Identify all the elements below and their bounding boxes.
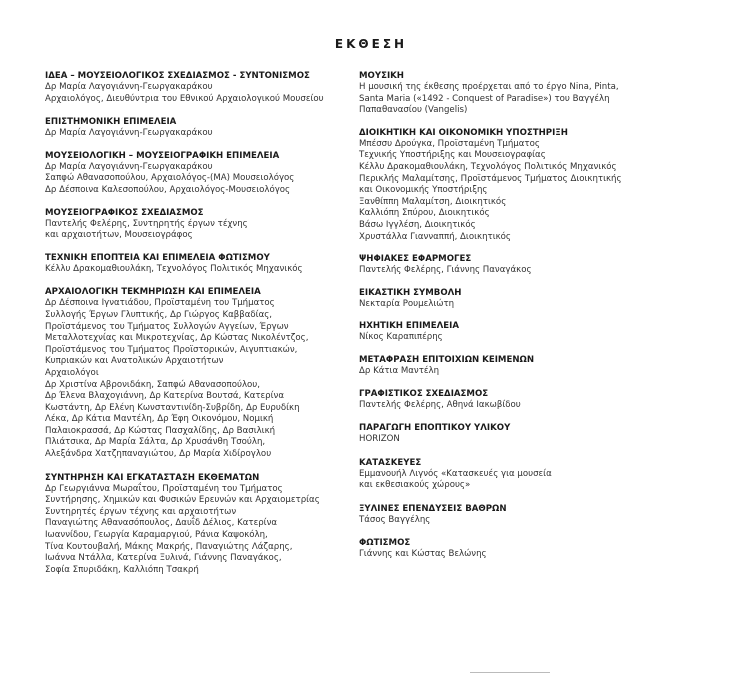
credit-line: Λέκα, Δρ Κάτια Μαντέλη, Δρ Έφη Οικονόμου, Νομική — [45, 414, 274, 425]
credit-line: Ιωαννίδου, Γεωργία Καραμαργιού, Ράνια Καψοκόλη, — [45, 530, 268, 541]
section-heading: ΠΑΡΑΓΩΓΗ ΕΠΟΠΤΙΚΟΥ ΥΛΙΚΟΥ — [359, 423, 511, 434]
credit-line: και εκθεσιακούς χώρους» — [359, 480, 471, 491]
credit-line: Αρχαιολόγος, Διευθύντρια του Εθνικού Αρχαιολογικού Μουσείου — [45, 93, 324, 104]
credit-line: Νίκος Καραπιπέρης — [359, 332, 443, 343]
section-heading: ΕΠΙΣΤΗΜΟΝΙΚΗ ΕΠΙΜΕΛΕΙΑ — [45, 117, 177, 128]
credit-line: Συντηρητές έργων τέχνης και αρχαιοτήτων — [45, 506, 237, 517]
credit-line: Αρχαιολόγοι — [45, 367, 99, 378]
credit-line: Μεταλλοτεχνίας και Μικροτεχνίας, Δρ Κώστας Νικολέντζος, — [45, 333, 309, 344]
credit-line: Δρ Γεωργιάννα Μωραΐτου, Προϊσταμένη του Τμήματος — [45, 483, 283, 494]
credit-line: Συλλογής Έργων Γλυπτικής, Δρ Γιώργος Καββαδίας, — [45, 309, 273, 320]
credit-section — [45, 286, 350, 460]
credit-section — [359, 127, 729, 243]
credit-section — [45, 207, 350, 242]
section-heading: ΜΟΥΣΕΙΟΓΡΑΦΙΚΟΣ ΣΧΕΔΙΑΣΜΟΣ — [45, 207, 204, 218]
credit-section — [359, 70, 729, 117]
section-heading: ΙΔΕΑ – ΜΟΥΣΕΙΟΛΟΓΙΚΟΣ ΣΧΕΔΙΑΣΜΟΣ - ΣΥΝΤΟΝΙΣΜΟΣ — [45, 71, 310, 81]
credit-line: Βάσω Ιγγλέση, Διοικητικός — [359, 219, 476, 230]
credit-line: Συντήρησης, Χημικών και Φυσικών Ερευνών και Αρχαιομετρίας — [45, 495, 320, 506]
credit-line: Χρυστάλλα Γιανναππή, Διοικητικός — [359, 231, 511, 242]
credit-line: Η μουσική της έκθεσης προέρχεται από το έργο Nina, Pinta, — [359, 82, 619, 92]
credit-line: HORIZON — [359, 434, 400, 445]
credit-line: Πλιάτσικα, Δρ Μαρία Σάλτα, Δρ Χρυσάνθη Τσούλη, — [45, 437, 266, 448]
credit-section — [359, 503, 729, 527]
credit-line: Προϊστάμενος του Τμήματος Προϊστορικών, Αιγυπτιακών, — [45, 344, 298, 355]
credit-line: Κυπριακών και Ανατολικών Αρχαιοτήτων — [45, 356, 224, 367]
credit-section — [359, 422, 729, 446]
credit-section — [45, 116, 350, 140]
credit-line: Κέλλυ Δρακομαθιουλάκη, Τεχνολόγος Πολιτικός Μηχανικός — [45, 263, 303, 274]
credit-line: Δρ Δέσποινα Καλεσοπούλου, Αρχαιολόγος-Μουσειολόγος — [45, 184, 291, 195]
credit-line: Προϊστάμενος του Τμήματος Συλλογών Αγγείων, Έργων — [45, 321, 289, 332]
credit-line: Δρ Χριστίνα Αβρονιδάκη, Σαπφώ Αθανασοπούλου, — [45, 379, 261, 390]
credit-line: Δρ Έλενα Βλαχογιάννη, Δρ Κατερίνα Βουτσά, Κατερίνα — [45, 391, 285, 402]
credit-line: Δρ Μαρία Λαγογιάννη-Γεωργακαράκου — [45, 128, 213, 139]
section-heading: ΚΑΤΑΣΚΕΥΕΣ — [359, 457, 422, 468]
credit-line: Μπέσσυ Δρούγκα, Προϊσταμένη Τμήματος — [359, 138, 540, 149]
credit-section — [359, 253, 729, 277]
credit-line: Κέλλυ Δρακομαθιουλάκη, Τεχνολόγος Πολιτικός Μηχανικός — [359, 161, 617, 172]
credit-line: Santa Maria («1492 - Conquest of Paradise») του Βαγγέλη — [359, 93, 610, 104]
credit-section — [359, 457, 729, 492]
section-heading: ΨΗΦΙΑΚΕΣ ΕΦΑΡΜΟΓΕΣ — [359, 254, 472, 265]
credit-line: Καλλιόπη Σπύρου, Διοικητικός — [359, 208, 490, 219]
credit-line: Νεκταρία Ρουμελιώτη — [359, 298, 455, 309]
credit-section — [45, 70, 350, 105]
section-heading: ΔΙΟΙΚΗΤΙΚΗ ΚΑΙ ΟΙΚΟΝΟΜΙΚΗ ΥΠΟΣΤΗΡΙΞΗ — [359, 127, 568, 138]
credit-line: Σοφία Σπυριδάκη, Καλλιόπη Τσακρή — [45, 564, 199, 575]
credit-line: και Οικονομικής Υποστήριξης — [359, 185, 488, 196]
credit-section — [359, 537, 729, 561]
credit-line: Ξανθίππη Μαλαμίτση, Διοικητικός — [359, 196, 507, 207]
section-heading: ΜΟΥΣΕΙΟΛΟΓΙΚΗ – ΜΟΥΣΕΙΟΓΡΑΦΙΚΗ ΕΠΙΜΕΛΕΙΑ — [45, 150, 280, 161]
credit-line: Αλεξάνδρα Χατζηπαναγιώτου, Δρ Μαρία Χιδίρογλου — [45, 449, 272, 460]
credit-section — [45, 150, 350, 197]
bottom-divider — [470, 672, 550, 673]
credit-section — [359, 320, 729, 344]
section-heading: ΣΥΝΤΗΡΗΣΗ ΚΑΙ ΕΓΚΑΤΑΣΤΑΣΗ ΕΚΘΕΜΑΤΩΝ — [45, 472, 260, 483]
credit-line: και αρχαιοτήτων, Μουσειογράφος — [45, 230, 193, 241]
credit-line: Παπαθανασίου (Vangelis) — [359, 105, 468, 116]
credit-line: Εμμανουήλ Λιγνός «Κατασκευές για μουσεία — [359, 468, 552, 479]
credit-section — [359, 287, 729, 311]
section-heading: ΤΕΧΝΙΚΗ ΕΠΟΠΤΕΙΑ ΚΑΙ ΕΠΙΜΕΛΕΙΑ ΦΩΤΙΣΜΟΥ — [45, 252, 270, 263]
credit-line: Σαπφώ Αθανασοπούλου, Αρχαιολόγος-(MA) Μουσειολόγος — [45, 173, 295, 184]
credit-line: Τεχνικής Υποστήριξης και Μουσειογραφίας — [359, 150, 546, 161]
credit-line: Παντελής Φελέρης, Αθηνά Ιακωβίδου — [359, 399, 521, 410]
section-heading: ΕΙΚΑΣΤΙΚΗ ΣΥΜΒΟΛΗ — [359, 287, 462, 298]
section-heading: ΜΕΤΑΦΡΑΣΗ ΕΠΙΤΟΙΧΙΩΝ ΚΕΙΜΕΝΩΝ — [359, 354, 535, 365]
section-heading: ΞΥΛΙΝΕΣ ΕΠΕΝΔΥΣΕΙΣ ΒΑΘΡΩΝ — [359, 503, 507, 514]
credit-line: Δρ Μαρία Λαγογιάννη-Γεωργακαράκου — [45, 161, 213, 172]
credit-line: Δρ Κάτια Μαντέλη — [359, 365, 440, 376]
credit-line: Δρ Μαρία Λαγογιάννη-Γεωργακαράκου — [45, 82, 213, 92]
credit-section — [359, 354, 729, 378]
credit-section — [359, 388, 729, 412]
credit-line: Γιάννης και Κώστας Βελώνης — [359, 549, 487, 560]
section-heading: ΜΟΥΣΙΚΗ — [359, 71, 404, 81]
section-heading: ΓΡΑΦΙΣΤΙΚΟΣ ΣΧΕΔΙΑΣΜΟΣ — [359, 388, 489, 399]
credit-line: Ιωάννα Ντάλλα, Κατερίνα Ξυλινά, Γιάννης Παναγάκος, — [45, 553, 282, 564]
section-heading: ΗΧΗΤΙΚΗ ΕΠΙΜΕΛΕΙΑ — [359, 321, 459, 332]
credit-section — [45, 472, 350, 577]
credit-line: Τάσος Βαγγέλης — [359, 514, 431, 525]
page-title: ΕΚΘΕΣΗ — [334, 37, 408, 51]
credit-line: Δρ Δέσποινα Ιγνατιάδου, Προϊσταμένη του Τμήματος — [45, 298, 275, 309]
credit-line: Παλαιοκρασσά, Δρ Κώστας Πασχαλίδης, Δρ Βασιλική — [45, 425, 276, 436]
credit-line: Παντελής Φελέρης, Συντηρητής έργων τέχνης — [45, 218, 248, 229]
credit-line: Παναγιώτης Αθανασόπουλος, Δαυΐδ Δέλιος, Κατερίνα — [45, 518, 278, 529]
credit-line: Περικλής Μαλαμίτσης, Προϊστάμενος Τμήματος Διοικητικής — [359, 173, 622, 184]
credit-section — [45, 252, 350, 276]
section-heading: ΑΡΧΑΙΟΛΟΓΙΚΗ ΤΕΚΜΗΡΙΩΣΗ ΚΑΙ ΕΠΙΜΕΛΕΙΑ — [45, 287, 261, 298]
left-column — [45, 60, 350, 576]
credit-line: Παντελής Φελέρης, Γιάννης Παναγάκος — [359, 265, 532, 276]
credit-line: Τίνα Κουτουβαλή, Μάκης Μακρής, Παναγιώτης Λάζαρης, — [45, 541, 293, 552]
credit-line: Κωστάντη, Δρ Ελένη Κωνσταντινίδη-Συβρίδη, Δρ Ευρυδίκη — [45, 402, 300, 413]
right-column — [359, 60, 729, 561]
section-heading: ΦΩΤΙΣΜΟΣ — [359, 538, 411, 549]
